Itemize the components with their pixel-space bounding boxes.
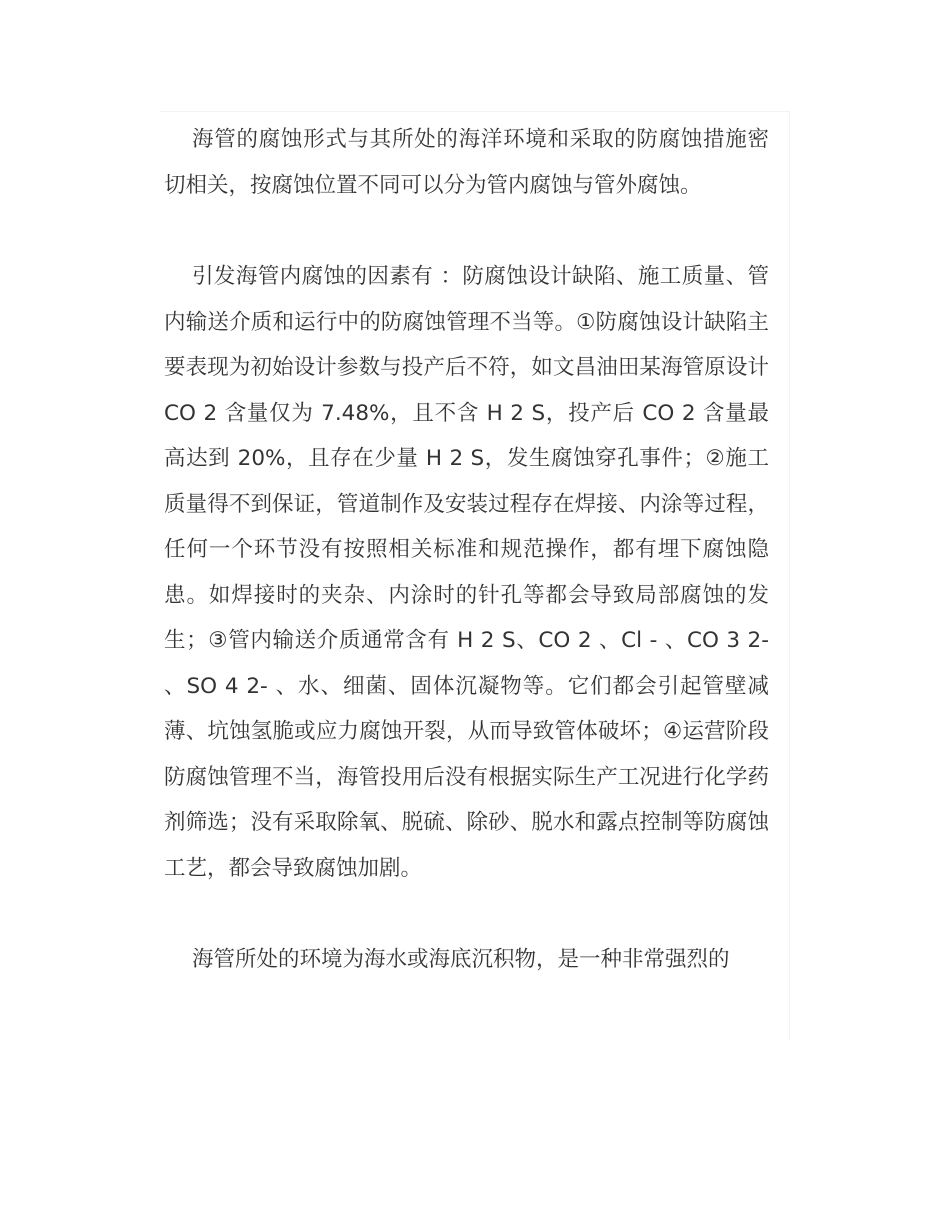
paragraph-corrosion-forms: 海管的腐蚀形式与其所处的海洋环境和采取的防腐蚀措施密切相关，按腐蚀位置不同可以分为管内腐蚀与管外腐蚀。 [164,127,769,198]
article-body [160,111,790,1041]
paragraph-external-environment: 海管所处的环境为海水或海底沉积物，是一种非常强烈的 [192,947,730,972]
paragraph-internal-corrosion: 引发海管内腐蚀的因素有 ：防腐蚀设计缺陷、施工质量、管内输送介质和运行中的防腐蚀管理不当等。①防腐蚀设计缺陷主要表现为初始设计参数与投产后不符，如文昌油田某海管原设计 CO 2 含量仅为 7.48%，且不含 H 2 S，投产后 CO 2 含量最高达到 20%，且存在少量 H 2 S，发生腐蚀穿孔事件；②施工质量得不到保证，管道制作及安装过程存在焊接、内涂等过程，任何一个环节没有按照相关标准和规范操作，都有埋下腐蚀隐患。如焊接时的夹杂、内涂时的针孔等都会导致局部腐蚀的发生；③管内输送介质通常含有 H 2 S、CO 2 、Cl - 、CO 3 2- 、SO 4 2- 、水、细菌、固体沉凝物等。它们都会引起管壁减薄、坑蚀氢脆或应力腐蚀开裂，从而导致管体破坏；④运营阶段防腐蚀管理不当，海管投用后没有根据实际生产工况进行化学药剂筛选；没有采取除氧、脱硫、除砂、脱水和露点控制等防腐蚀工艺，都会导致腐蚀加剧。 [164,264,769,881]
